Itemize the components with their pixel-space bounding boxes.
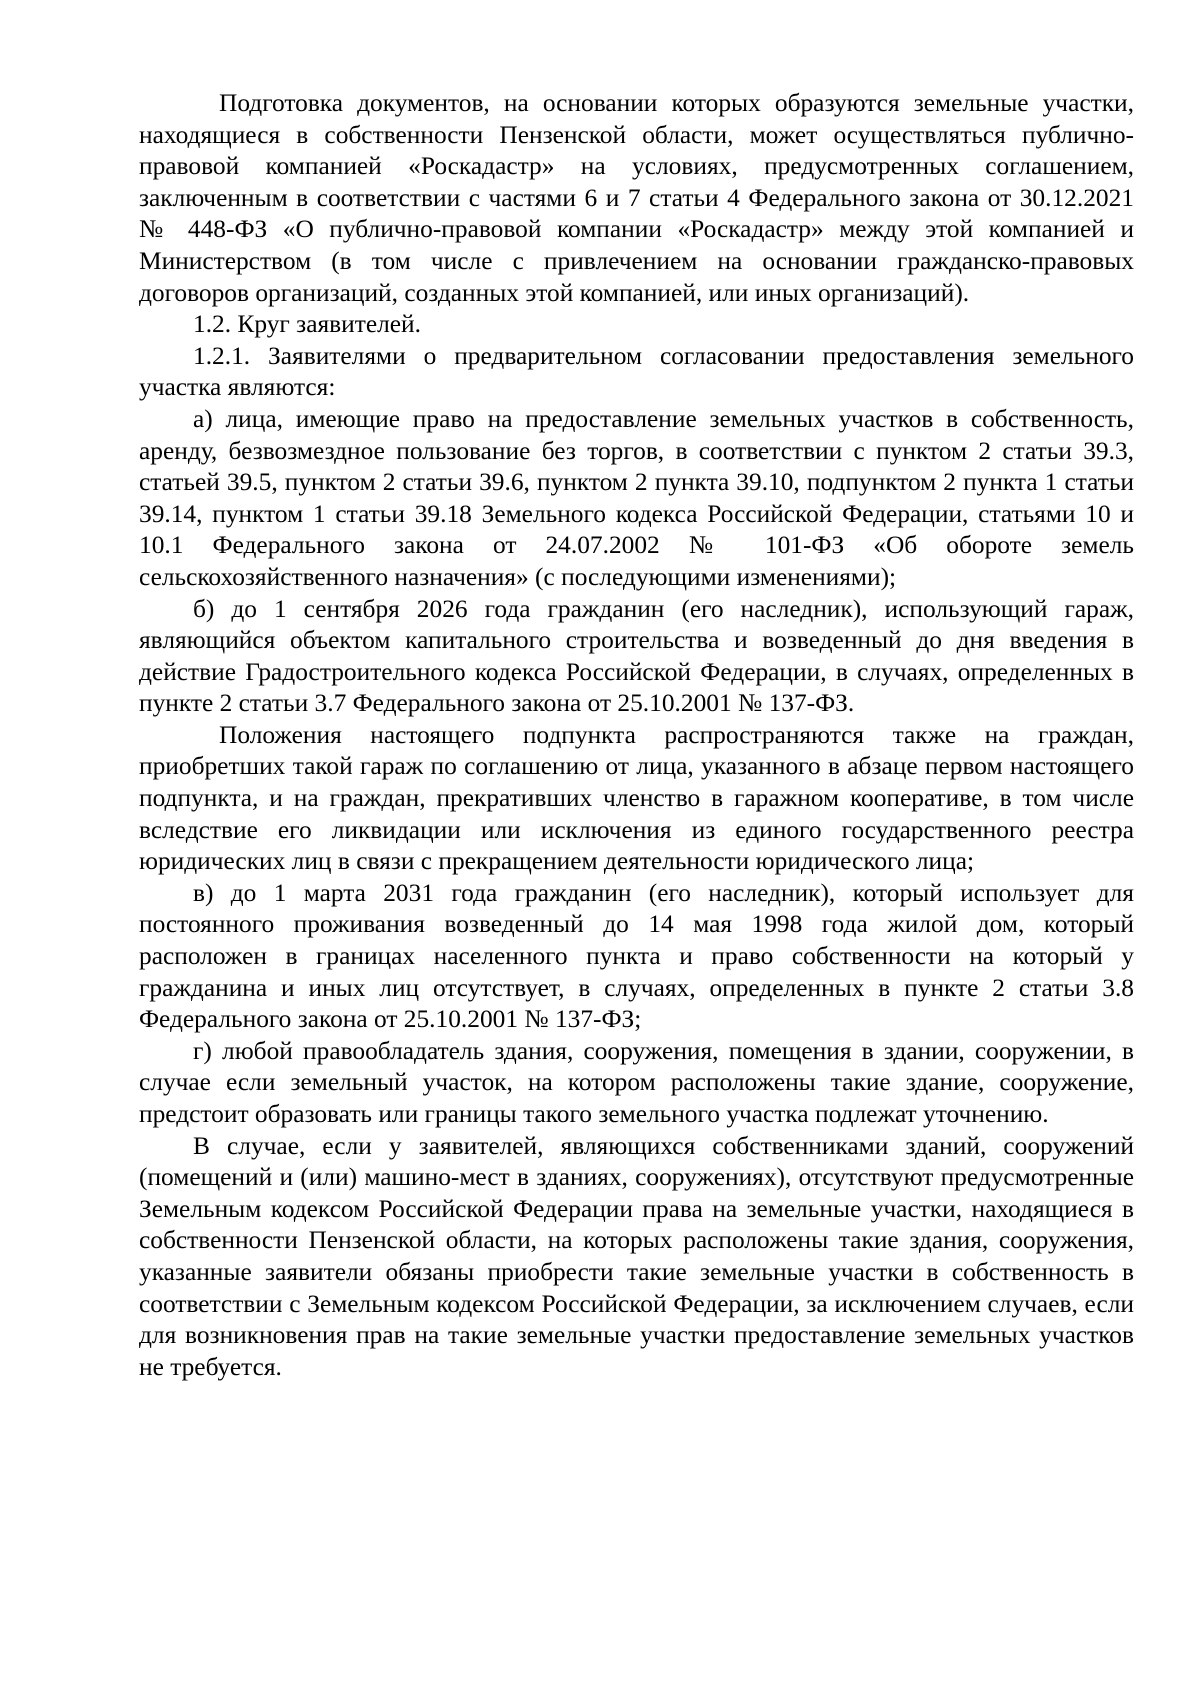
document-page — [139, 88, 1134, 1383]
section-heading-applicants: 1.2. Круг заявителей. — [193, 310, 421, 339]
list-item-a: а) лица, имеющие право на предоставление земельных участков в собственность, аренду, безвозмездное пользование без торгов, в соответствии с пунктом 2 статьи 39.3, статьей 39.5, пунктом 2 статьи 39.6, пунктом 2 пункта 39.10, подпунктом 2 пункта 1 статьи 39.14, пунктом 1 статьи 39.18 Земельного кодекса Российской Федерации, статьями 10 и 10.1 Федерального закона от 24.07.2002 № 101-ФЗ «Об обороте земель сельскохозяйственного назначения» (с последующими изменениями); — [139, 404, 1134, 591]
paragraph-applicants-intro: 1.2.1. Заявителями о предварительном согласовании предоставления земельного участка являются: — [139, 341, 1134, 402]
list-item-v: в) до 1 марта 2031 года гражданин (его наследник), который использует для постоянного проживания возведенный до 14 мая 1998 года жилой дом, который расположен в границах населенного пункта и право собственности на который у гражданина и иных лиц отсутствует, в случаях, определенных в пункте 2 статьи 3.8 Федерального закона от 25.10.2001 № 137-ФЗ; — [139, 878, 1134, 1034]
paragraph-provisions: Положения настоящего подпункта распространяются также на граждан, приобретших такой гараж по соглашению от лица, указанного в абзаце первом настоящего подпункта, и на граждан, прекративших членство в гаражном кооперативе, в том числе вследствие его ликвидации или исключения из единого государственного реестра юридических лиц в связи с прекращением деятельности юридического лица; — [139, 720, 1134, 876]
paragraph-owners-obligation: В случае, если у заявителей, являющихся собственниками зданий, сооружений (помещений и (или) машино-мест в зданиях, сооружениях), отсутствуют предусмотренные Земельным кодексом Российской Федерации права на земельные участки, находящиеся в собственности Пензенской области, на которых расположены такие здания, сооружения, указанные заявители обязаны приобрести такие земельные участки в собственность в соответствии с Земельным кодексом Российской Федерации, за исключением случаев, если для возникновения прав на такие земельные участки предоставление земельных участков не требуется. — [139, 1131, 1134, 1381]
list-item-g: г) любой правообладатель здания, сооружения, помещения в здании, сооружении, в случае если земельный участок, на котором расположены такие здание, сооружение, предстоит образовать или границы такого земельного участка подлежат уточнению. — [139, 1036, 1134, 1128]
paragraph-document-preparation: Подготовка документов, на основании которых образуются земельные участки, находящиеся в собственности Пензенской области, может осуществляться публично-правовой компанией «Роскадастр» на условиях, предусмотренных соглашением, заключенным в соответствии с частями 6 и 7 статьи 4 Федерального закона от 30.12.2021 № 448-ФЗ «О публично-правовой компании «Роскадастр» между этой компанией и Министерством (в том числе с привлечением на основании гражданско-правовых договоров организаций, созданных этой компанией, или иных организаций). — [139, 89, 1134, 307]
list-item-b: б) до 1 сентября 2026 года гражданин (его наследник), использующий гараж, являющийся объектом капитального строительства и возведенный до дня введения в действие Градостроительного кодекса Российской Федерации, в случаях, определенных в пункте 2 статьи 3.7 Федерального закона от 25.10.2001 № 137-ФЗ. — [139, 594, 1134, 718]
